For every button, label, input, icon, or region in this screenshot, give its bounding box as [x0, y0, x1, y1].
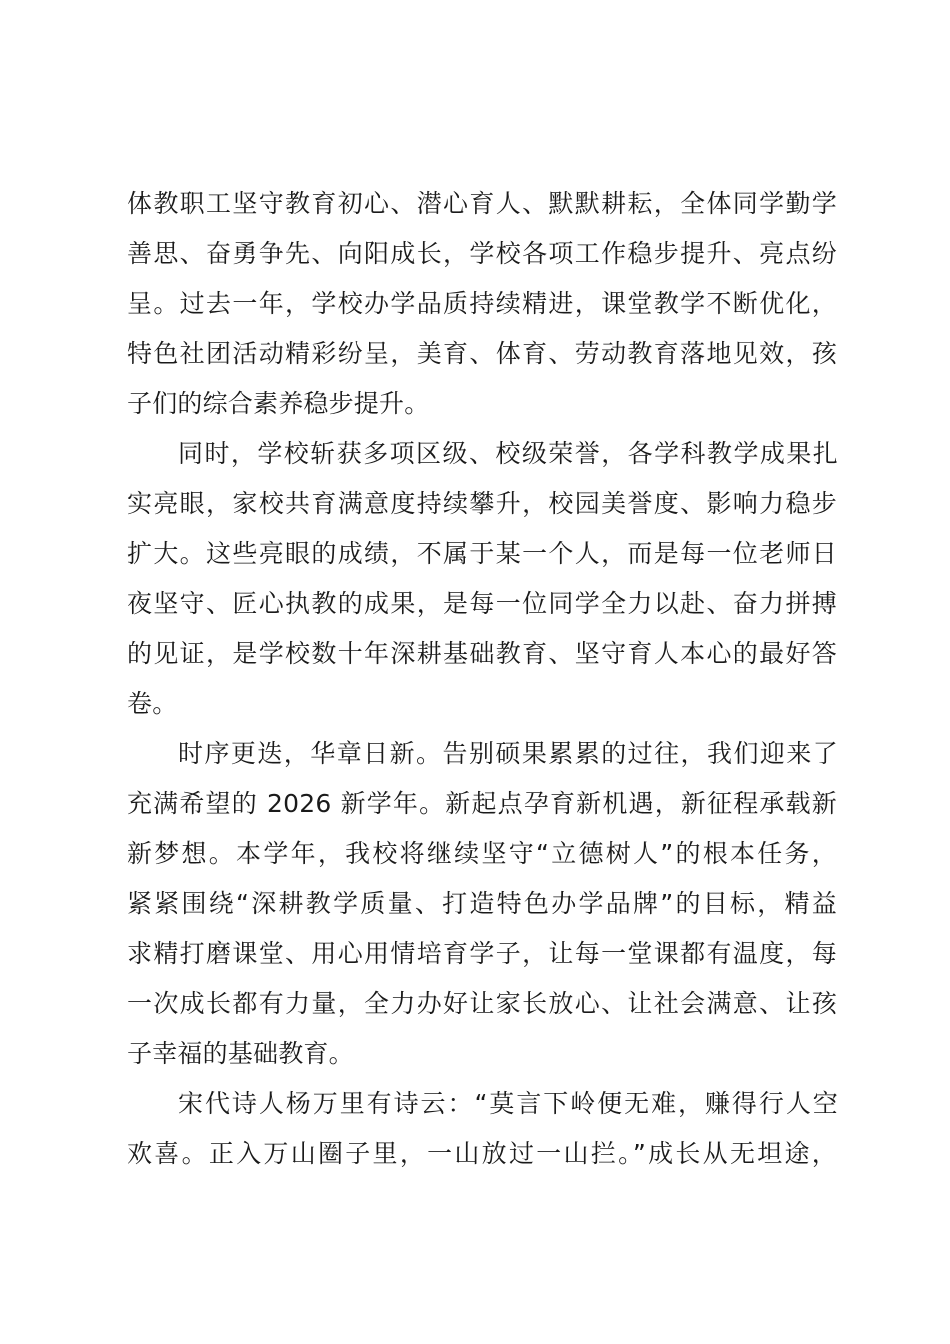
- text-line: 紧紧围绕“深耕教学质量、打造特色办学品牌”的目标，精益: [127, 889, 837, 918]
- text-line: 夜坚守、匠心执教的成果，是每一位同学全力以赴、奋力拼搏: [127, 589, 837, 618]
- text-line: 实亮眼，家校共育满意度持续攀升，校园美誉度、影响力稳步: [127, 489, 837, 518]
- text-line: 体教职工坚守教育初心、潜心育人、默默耕耘，全体同学勤学: [127, 189, 837, 218]
- text-line: 欢喜。正入万山圈子里，一山放过一山拦。”成长从无坦途，: [127, 1139, 837, 1168]
- text-line: 子们的综合素养稳步提升。: [127, 389, 430, 418]
- text-line: 新梦想。本学年，我校将继续坚守“立德树人”的根本任务，: [127, 839, 837, 868]
- text-line: 善思、奋勇争先、向阳成长，学校各项工作稳步提升、亮点纷: [127, 239, 837, 268]
- paragraph-first-line: 宋代诗人杨万里有诗云：“莫言下岭便无难，赚得行人空: [178, 1089, 838, 1118]
- text-line: 求精打磨课堂、用心用情培育学子，让每一堂课都有温度，每: [127, 939, 837, 968]
- text-line: 充满希望的 2026 新学年。新起点孕育新机遇，新征程承载新: [127, 789, 837, 818]
- text-line: 特色社团活动精彩纷呈，美育、体育、劳动教育落地见效，孩: [127, 339, 837, 368]
- text-line: 卷。: [127, 689, 178, 718]
- text-line: 呈。过去一年，学校办学品质持续精进，课堂教学不断优化，: [127, 289, 837, 318]
- text-line: 一次成长都有力量，全力办好让家长放心、让社会满意、让孩: [127, 989, 837, 1018]
- text-line: 的见证，是学校数十年深耕基础教育、坚守育人本心的最好答: [127, 639, 837, 668]
- text-line: 扩大。这些亮眼的成绩，不属于某一个人，而是每一位老师日: [127, 539, 837, 568]
- paragraph-first-line: 时序更迭，华章日新。告别硕果累累的过往，我们迎来了: [178, 739, 838, 768]
- paragraph-first-line: 同时，学校斩获多项区级、校级荣誉，各学科教学成果扎: [178, 439, 838, 468]
- text-line: 子幸福的基础教育。: [127, 1039, 354, 1068]
